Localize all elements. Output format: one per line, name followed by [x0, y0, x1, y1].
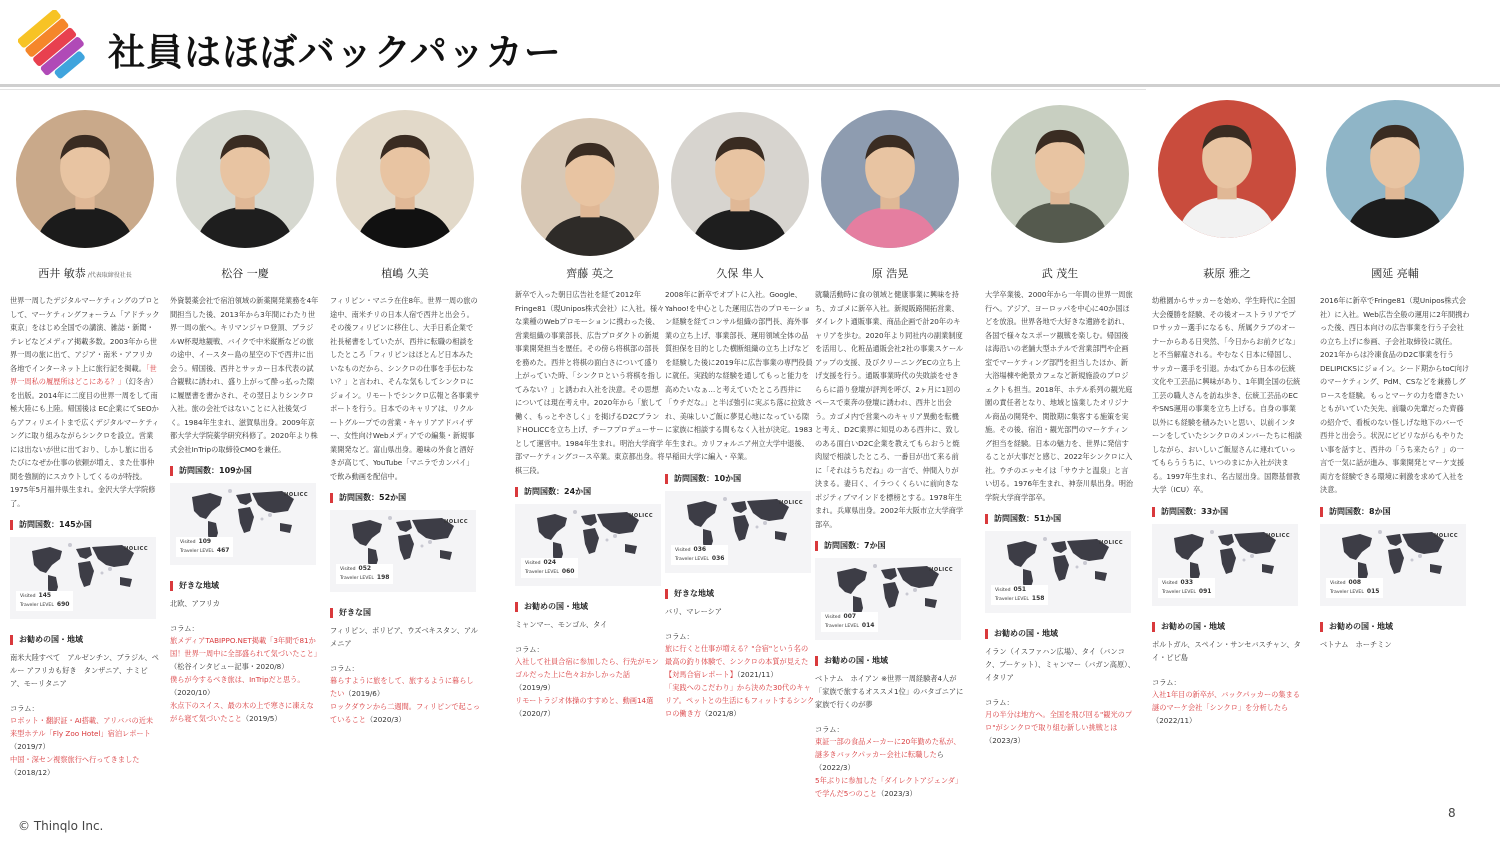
map-level-label: Traveler LEVEL [825, 624, 859, 629]
map-level-value: 091 [1198, 587, 1212, 595]
staff-name-text: 西井 敏恭 [38, 267, 86, 280]
bio-text: 外資製薬会社で宿泊領域の新薬開発業務を4年間担当した後、2013年から3年間にわたり世界一周の旅へ。キリマンジャロ登頂、ブラジルW杯現地観戦、バイクで中米縦断などの旅の途中、イースター島の星空の下で西井に出会う。帰国後、西井とサッカー日本代表の試合観戦に誘われ、盛り上がって酔っ払った隙に履歴書を書かされ、その翌日よりシンクロ入社。旅の会社ではないことに入社後気づく。1984年生まれ、滋賀県出身。2009年京都大学大学院薬学研究科修了。2020年より株式会社InTripの取締役CMOを兼任。 [170, 296, 319, 454]
map-level-row [675, 555, 724, 564]
column-article-link[interactable] [170, 634, 320, 673]
column-links [170, 634, 320, 725]
staff-name [1152, 265, 1302, 281]
staff-bio [10, 294, 160, 510]
article-date: （2018/12） [10, 768, 55, 777]
map-level-row [1330, 588, 1379, 597]
map-level-value: 036 [711, 554, 725, 562]
staff-avatar [671, 112, 809, 250]
article-title[interactable]: 僕らが今するべき旅は、InTripだと思う。 [170, 675, 305, 684]
staff-name-text: 松谷 一慶 [221, 267, 269, 280]
visited-countries-label [1152, 507, 1302, 517]
map-stats [336, 564, 393, 584]
column-links [515, 655, 665, 720]
column-article-link[interactable] [515, 655, 665, 694]
column-article-link[interactable] [985, 708, 1135, 747]
map-visited-label: Visited [20, 594, 36, 599]
column-article-link[interactable] [170, 699, 320, 725]
staff-profile [170, 110, 320, 725]
map-level-label: Traveler LEVEL [1330, 589, 1364, 595]
staff-avatar [16, 110, 154, 248]
visited-prefix: 訪問国数： [524, 487, 564, 496]
staff-bio [330, 294, 480, 483]
map-brand: HOLICC [629, 513, 653, 519]
article-title[interactable]: 入社して社員合宿に参加したら、行先がモンゴルだった上に色々おかしかった話 [515, 657, 659, 679]
map-level-label: Traveler LEVEL [1162, 589, 1196, 595]
map-visited-value: 024 [543, 559, 557, 566]
copyright-footer: © Thinqlo Inc. [18, 819, 104, 833]
travel-map-card [815, 558, 961, 640]
staff-name [170, 265, 320, 281]
recommend-label: 好きな地域 [170, 581, 320, 591]
staff-name-text: 萩原 雅之 [1203, 267, 1251, 280]
visited-unit: か国 [575, 487, 592, 496]
column-heading: コラム： [10, 704, 39, 713]
map-visited-row [675, 546, 724, 555]
staff-name [515, 265, 665, 281]
visited-countries-label [10, 520, 160, 530]
visited-unit: か国 [1045, 514, 1062, 523]
map-visited-value: 109 [198, 538, 212, 545]
portrait-photo [991, 105, 1129, 243]
bio-text: 新卒で入った朝日広告社を経て2012年Fringe81（現Unipos株式会社）に入社。様々な業種のWebプロモーションに携わった後、営業組織の事業部長、広告プロダクトの新規事業開発担当を歴任。その傍ら将棋部の部長を務めた。西井と将棋の面白さについて盛り上がっていた時、「シンクロという将棋を指してみない？」と誘われ入社を決意。その思想については現在考え中。2020年から「旅して働く、もっとやさしく」を掲げるD2CブランドHOLICCを立ち上げ、チーフプロデューサーとして運営中。1984年生まれ。明治大学商学部マーケティングコース卒業。東京都出身。将棋三段。 [515, 290, 665, 475]
travel-map-card [1152, 524, 1298, 606]
visited-countries-label [170, 466, 320, 476]
map-visited-label: Visited [340, 567, 356, 572]
column-article-link[interactable] [170, 673, 320, 699]
recommend-text: ベトナム ホーチミン [1320, 639, 1392, 649]
article-title[interactable]: ロボット・翻訳証・AI搭載、アリババの近未来型ホテル「Fly Zoo Hotel」宿泊レポート [10, 716, 154, 738]
map-level-label: Traveler LEVEL [180, 549, 214, 554]
map-visited-value: 052 [358, 565, 372, 572]
visited-prefix: 訪問国数： [994, 514, 1034, 523]
recommend-text: バリ、マレーシア [665, 606, 722, 616]
recommend-text: ポルトガル、スペイン・サンセバスチャン、タイ・ピピ島 [1152, 639, 1301, 662]
map-visited-label: Visited [180, 540, 196, 545]
article-date: （松谷インタビュー記事・2020/8） [170, 662, 289, 671]
staff-name-text: 久保 隼人 [716, 267, 764, 280]
staff-name-text: 武 茂生 [1041, 267, 1079, 280]
map-visited-row [525, 559, 574, 568]
visited-prefix: 訪問国数： [19, 520, 59, 529]
staff-name [815, 265, 965, 281]
visited-prefix: 訪問国数： [674, 473, 714, 483]
column-article-link[interactable] [330, 674, 480, 700]
column-heading: コラム： [815, 725, 844, 734]
article-title[interactable]: 旅に行くと仕事が増える？"合宿"という名の最高の釣り体験で、シンクロの本質が見えた【対馬合宿レポート】 [665, 643, 809, 679]
map-visited-label: Visited [1330, 580, 1346, 586]
recommend-text: ミャンマー、モンゴル、タイ [515, 620, 608, 629]
staff-bio [1152, 294, 1302, 497]
visited-count: 109 [219, 466, 236, 475]
article-date: （2023/3） [877, 789, 917, 798]
column-article-link[interactable] [665, 681, 815, 720]
recommend-text: 北欧、アフリカ [170, 599, 220, 608]
map-level-value: 014 [861, 622, 875, 629]
staff-name [665, 265, 815, 281]
map-visited-label: Visited [675, 547, 691, 553]
article-title[interactable]: 旅メディアTABIPPO.NET掲載「3年間で81か国！世界一周中に全部盛られて気づいたこと」 [170, 636, 321, 658]
column-links [330, 674, 480, 726]
visited-count: 7 [864, 541, 870, 550]
visited-unit: か国 [725, 473, 742, 483]
staff-bio [665, 288, 815, 464]
recommend-label: 好きな地域 [665, 589, 815, 599]
column-article-link[interactable] [815, 735, 965, 774]
recommend-text: フィリピン、ボリビア、ウズベキスタン、アルメニア [330, 626, 478, 648]
map-level-label: Traveler LEVEL [525, 570, 559, 575]
travel-map-card [515, 504, 661, 586]
staff-profile [330, 110, 480, 726]
article-date: （2023/3） [985, 736, 1025, 745]
article-title[interactable]: 月の半分は地方へ。全国を飛び回る"観光のプロ"がシンクロで取り組む新しい挑戦とは [985, 710, 1133, 732]
map-visited-row [20, 592, 69, 601]
staff-name-text: 國延 亮輔 [1371, 267, 1419, 280]
column-heading: コラム： [170, 624, 199, 633]
recommend-label: お勧めの国・地域 [1152, 622, 1302, 632]
map-visited-row [180, 538, 229, 547]
bio-text: 就職活動時に食の領域と健康事業に興味を持ち、カゴメに新卒入社。新規販路開拓営業、ダイレクト通販事業、商品企画で計20年のキャリアを歩む。2020年より同社内の副業制度を活用し、化粧品通販会社2社の事業スケールアップの支援、及びクリーニングECの立ち上げ支援を行う。通販事業時代の失敗談をせきららに語り登壇が評判を呼び、2ヶ月に1回のペースで東奔の登壇に誘われ、西井と出会う。カゴメ内で営業へのキャリア異動を転機と考え、D2C業界に知見のある西井に、致しのある面白いD2C企業を教えてもらおうと焼肉屋で相談したところ、一番目が出て来る前に「それはうちだね」の一言で、仲間入りが決まる。妻曰く、イラつくくらいに前向きなポジティブマインドを標榜とする。1978年生まれ。兵庫県出身。2002年大阪市立大学商学部卒。 [815, 290, 964, 529]
recommend-label: 好きな国 [330, 608, 480, 618]
header-divider [0, 84, 1500, 87]
column-links [1152, 688, 1302, 727]
map-brand: HOLICC [1099, 540, 1123, 546]
article-date: （2020/3） [365, 715, 406, 724]
staff-name [1320, 265, 1470, 281]
visited-prefix: 訪問国数： [179, 466, 219, 475]
map-brand: HOLICC [1434, 532, 1458, 539]
travel-map-card [170, 483, 316, 565]
article-title[interactable]: 暮らすように旅をして、旅するように暮らしたい [330, 676, 474, 698]
column-article-link[interactable] [330, 700, 480, 726]
article-title[interactable]: 東証一部の食品メーカーに20年勤めた私が、謎多きバックパッカー会社に転職した [815, 737, 961, 759]
map-brand: HOLICC [1266, 532, 1290, 539]
recommend-label: お勧めの国・地域 [10, 635, 160, 645]
bio-text: 2016年に新卒でFringe81（現Unipos株式会社）に入社。Web広告全般の運用に2年間携わった後、西日本向けの広告事業を行う子会社の立ち上げに参画、子会社取締役に就任。2021年からは冷凍食品のD2C事業を行うDELIPICKSにジョイン。シード期からtoC向けのマーケティング、PdM、CSなどを兼務しグロースを経験。もっとマーケの力を磨きたいともがいていた矢先、前職の先輩だった齊藤の紹介で、看板のない怪しげな地下のバーで西井と出会う。状況にビビリながらもやりたい事を話すと、西井の「うち来たら？」の一言で一気に話が進み、事業開発とマーケ支援両方を経験できる環境に刺激を求めて入社を決意。 [1320, 296, 1470, 494]
map-stats [1326, 578, 1383, 598]
bio-text: フィリピン・マニラ在住8年。世界一周の旅の途中、南米チリの日本人宿で西井と出会う。その後フィリピンに移住し、大手日系企業で社長秘書をしていたが、西井に転職の相談をしたところ「フィリピンはほとんど日本みたいなものだから、シンクロの仕事を手伝わない？」と言われ、そんな気もしてシンクロにジョイン。リモートでシンクロ広報と各事業サポートを行う。日本でのキャリアは、リクルートグループでの営業・キャリアアドバイザー、女性向けWebメディアでの編集・新規事業開発など。富山県出身。趣味の外食と酒好きが高じて、YouTube「マニラでカンパイ」で飲み動画を配信中。 [330, 296, 480, 481]
travel-map-card [985, 531, 1131, 613]
article-title[interactable]: 入社1年目の新卒が、バックパッカーの集まる謎のマーケ会社「シンクロ」を分析したら [1152, 689, 1300, 712]
map-level-label: Traveler LEVEL [340, 576, 374, 581]
column-links [10, 714, 160, 779]
map-visited-row [1162, 579, 1211, 588]
map-level-row [1162, 588, 1211, 597]
staff-name [985, 265, 1135, 281]
column-article-link[interactable] [10, 714, 160, 753]
column-article-link[interactable] [10, 753, 160, 779]
visited-count: 8 [1369, 506, 1375, 516]
bio-text: （幻冬舎）を出版。2014年に二度目の世界一周をして南極大陸にも上陸。帰国後は EC企業にてSEOからアフィリエイトまで広くデジタルマーケティングに取り組みながらシンクロを設立。営業には出ないが世に出ており、しかし旅に出るたびになぜか仕事の依頼が増え、また仕事仲間を強制的にスカウトしてくるのが特技。1975年5月福井県生まれ。金沢大学大学院修了。 [10, 377, 160, 508]
staff-avatar [336, 110, 474, 248]
map-visited-label: Visited [995, 588, 1011, 593]
staff-profile [1320, 100, 1470, 651]
staff-bio [515, 288, 665, 477]
recommend-label: お勧めの国・地域 [1320, 622, 1470, 632]
map-level-row [340, 574, 389, 583]
map-level-value: 158 [1031, 595, 1045, 602]
column-links [665, 642, 815, 720]
visited-countries-label [815, 541, 965, 551]
map-brand: HOLICC [284, 492, 308, 498]
map-stats [1158, 578, 1215, 598]
map-brand: HOLICC [929, 567, 953, 573]
map-visited-value: 051 [1013, 586, 1027, 593]
staff-avatar [521, 118, 659, 256]
map-visited-value: 007 [843, 613, 857, 620]
article-date: （2019/6） [344, 689, 385, 698]
article-date: （2019/5） [241, 714, 282, 723]
staff-name-text: 齊藤 英之 [566, 267, 614, 280]
travel-map-card [1320, 524, 1466, 606]
article-date: （2020/7） [515, 709, 555, 718]
staff-name [10, 265, 160, 281]
visited-prefix: 訪問国数： [1161, 506, 1201, 516]
visited-prefix: 訪問国数： [1329, 506, 1369, 516]
column-links [815, 735, 965, 800]
map-level-value: 060 [561, 568, 575, 575]
map-level-value: 015 [1366, 587, 1380, 595]
visited-prefix: 訪問国数： [339, 493, 379, 502]
staff-profile [515, 118, 665, 720]
article-date: （2021/8） [700, 708, 741, 718]
recommend-label: お勧めの国・地域 [815, 656, 965, 666]
staff-bio [985, 288, 1135, 504]
article-date: （2019/7） [10, 742, 50, 751]
staff-name [330, 265, 480, 281]
page-number: 8 [1448, 806, 1456, 820]
article-title[interactable]: 中国・深セン視察旅行へ行ってきました [10, 755, 140, 764]
bio-text: 2008年に新卒でオプトに入社。Google、Yahoo!を中心とした運用広告のプロモーション経験を経てコンサル組織の部門長、海外事業の立ち上げ、事業部長、運用領域全体の品質担保を目的とした横断組織の立ち上げなどを経験した後に2019年に広告事業の専門役員に就任。実践的な経験を通してもっと能力を高めたいなぁ…と考えていたところ西井に「ウチだな。」と半ば強引に実ぶち落に拉致され、美味しいご飯に夢見心地になっている隙に家族に相談する間もなく入社が決定。1983年生まれ。カリフォルニア州立大学中退後、早稲田大学に編入・卒業。 [665, 290, 813, 461]
staff-profile [985, 105, 1135, 747]
portrait-photo [176, 110, 314, 248]
map-visited-value: 036 [693, 545, 707, 553]
column-heading: コラム： [330, 664, 359, 673]
map-visited-row [995, 586, 1044, 595]
map-level-row [20, 601, 69, 610]
portrait-photo [16, 110, 154, 248]
column-article-link[interactable] [665, 642, 815, 681]
visited-countries-label [985, 514, 1135, 524]
staff-profile [10, 110, 160, 779]
staff-bio [1320, 294, 1470, 497]
map-stats [821, 612, 878, 632]
map-stats [16, 591, 73, 611]
portrait-photo [521, 118, 659, 256]
map-visited-row [1330, 579, 1379, 588]
visited-unit: か国 [1212, 506, 1229, 516]
map-level-label: Traveler LEVEL [995, 597, 1029, 602]
book-link[interactable]: 「世界一周私の履歴所はどこにある？」 [10, 363, 157, 386]
column-heading: コラム： [985, 698, 1014, 707]
article-title[interactable]: ロックダウンから二週間。フィリピンで起こっていること [330, 702, 480, 724]
recommend-label: お勧めの国・地域 [985, 629, 1135, 639]
column-heading: コラム： [515, 645, 544, 654]
staff-name-text: 植嶋 久美 [381, 267, 429, 280]
recommend-text: 南米大陸すべて アルゼンチン、ブラジル、ペルー アフリカも好き タンザニア、ナミビア、モーリタニア [10, 653, 159, 688]
map-stats [176, 537, 233, 557]
portrait-photo [821, 110, 959, 248]
visited-unit: か国 [1374, 506, 1391, 516]
visited-count: 51 [1034, 514, 1046, 523]
staff-role: /代表取締役社長 [87, 272, 132, 279]
map-stats [991, 585, 1048, 605]
article-title[interactable]: 「実践へのこだわり」から決めた30代のキャリア。ペットとの生活にもフィットするシンクロの働き方 [665, 682, 815, 718]
map-level-row [995, 595, 1044, 604]
article-date: （2020/10） [170, 688, 215, 697]
column-links [985, 708, 1135, 747]
staff-avatar [991, 105, 1129, 243]
visited-prefix: 訪問国数： [824, 541, 864, 550]
travel-map-card [10, 537, 156, 619]
column-heading: コラム： [1152, 677, 1181, 687]
map-visited-value: 033 [1180, 578, 1194, 586]
map-level-value: 198 [376, 574, 390, 581]
map-level-row [525, 568, 574, 577]
column-heading: コラム： [665, 631, 694, 641]
map-level-value: 467 [216, 547, 230, 554]
staff-profile [1152, 100, 1302, 727]
map-level-label: Traveler LEVEL [20, 603, 54, 608]
article-date: （2021/11） [736, 669, 778, 679]
bio-text: 大学卒業後、2000年から一年間の世界一周旅行へ。アジア、ヨーロッパを中心に40か国ほどを放浪。世界各地で大好きな遺跡を訪れ、各国で様々なスポーツ観戦を楽しむ。帰国後は海沿いの老舗大型ホテルで営業部門や企画室でマーケティング部門を担当したほか、新大浴場棟や絶景カフェなど新規施設のプロジェクトも担当。2018年、ホテル系列の観光庭園の責任者となり、地域と協業したオリジナル商品の開発や、関散期に集客する施策を実施。その後、宿泊・観光部門のマーケティング担当を経験。日本の魅力を、世界に発信することが大事だと感じ、2022年シンクロに入社。ウチのエッセイは「サウナと温泉」と言い切る。1976年生まれ、神奈川県出身。明治学院大学商学部卒。 [985, 290, 1134, 502]
map-visited-value: 145 [38, 592, 52, 599]
visited-countries-label [330, 493, 480, 503]
staff-bio [170, 294, 320, 456]
map-level-row [825, 622, 874, 631]
travel-map-card [330, 510, 476, 592]
visited-count: 10 [714, 473, 726, 483]
map-visited-label: Visited [525, 561, 541, 566]
map-level-row [180, 547, 229, 556]
header-divider-thin [0, 89, 1146, 90]
recommend-text: ベトナム ホイアン ※世界一周経験者4人が「家族で旅するオススメ1位」のバタゴニアに家族で行くのが夢 [815, 674, 964, 709]
map-visited-value: 008 [1348, 578, 1362, 586]
map-brand: HOLICC [779, 499, 803, 506]
visited-unit: か国 [75, 520, 92, 529]
map-visited-label: Visited [825, 615, 841, 620]
map-level-value: 690 [56, 601, 70, 608]
map-brand: HOLICC [124, 546, 148, 552]
article-date: （2022/11） [1152, 715, 1197, 725]
portrait-photo [336, 110, 474, 248]
map-stats [671, 545, 728, 565]
recommend-label: お勧めの国・地域 [515, 602, 665, 612]
staff-name-text: 原 浩晃 [871, 267, 909, 280]
travel-map-card [665, 491, 811, 573]
article-title[interactable]: 5年ぶりに参加した「ダイレクトアジェンダ」で学んだ5つのこと [815, 776, 963, 798]
visited-count: 24 [564, 487, 576, 496]
column-article-link[interactable] [515, 694, 665, 720]
portrait-photo [1326, 100, 1464, 238]
staff-avatar [821, 110, 959, 248]
visited-countries-label [515, 487, 665, 497]
map-brand: HOLICC [444, 519, 468, 525]
map-visited-row [340, 565, 389, 574]
visited-count: 145 [59, 520, 76, 529]
company-logo [18, 10, 88, 80]
column-article-link[interactable] [1152, 688, 1302, 727]
map-level-label: Traveler LEVEL [675, 556, 709, 562]
bio-text: 世界一周したデジタルマーケティングのプロとして、マーケティングフォーラム「アドテック東京」をはじめ全国での講演、雑誌・新聞・テレビなどメディア掲載多数。2003年から世界一周の旅に出て、アジア・南米・アフリカ各地でインターネット上に旅行記を掲載。 [10, 296, 160, 373]
portrait-photo [1158, 100, 1296, 238]
recommend-text: イラン（イスファハン広場）、タイ（バンコク、プーケット）、ミャンマー（バガン高原）、イタリア [985, 647, 1135, 682]
visited-unit: か国 [235, 466, 252, 475]
article-date: ら（2022/3） [815, 750, 944, 772]
staff-bio [815, 288, 965, 531]
visited-unit: か国 [390, 493, 407, 502]
column-article-link[interactable] [815, 774, 965, 800]
map-stats [521, 558, 578, 578]
visited-count: 52 [379, 493, 391, 502]
staff-avatar [176, 110, 314, 248]
visited-countries-label [665, 474, 815, 484]
article-title[interactable]: リモートラジオ体操のすすめと、動画14選 [515, 696, 654, 705]
article-date: （2019/9） [515, 683, 555, 692]
map-visited-row [825, 613, 874, 622]
staff-profile [815, 110, 965, 800]
bio-text: 幼稚園からサッカーを始め、学生時代に全国大会優勝を経験、その後オーストラリアでプロサッカー選手になるも、所属クラブのオーナーからある日突然、「今日からお前クビな」と不当解雇される。やむなく日本に帰国し、サッカー選手を引退。かねてから日本の伝統文化や工芸品に興味があり、1年間全国の伝統工芸の職人さんを訪ね歩き、伝統工芸品のECやSNS運用の事業を立ち上げる。自身の事業以外にも経験を積みたいと思い、以前インターンをしていたシンクロのメンバーたちに相談しながら、おいしいご飯屋さんに連れていってもらううちに、いつのまにか入社が決まる。1997年生まれ、名古屋出身。国際基督教大学（ICU）卒。 [1152, 296, 1302, 494]
page-title: 社員はほぼバックパッカー [108, 31, 562, 74]
staff-avatar [1326, 100, 1464, 238]
map-visited-label: Visited [1162, 580, 1178, 586]
staff-profile [665, 112, 815, 720]
visited-unit: か国 [869, 541, 886, 550]
article-title[interactable]: 氷点下のスイス、最の木の上で寒さに凍えながら寝て気づいたこと [170, 701, 314, 723]
visited-countries-label [1320, 507, 1470, 517]
portrait-photo [671, 112, 809, 250]
visited-count: 33 [1201, 506, 1213, 516]
staff-avatar [1158, 100, 1296, 238]
